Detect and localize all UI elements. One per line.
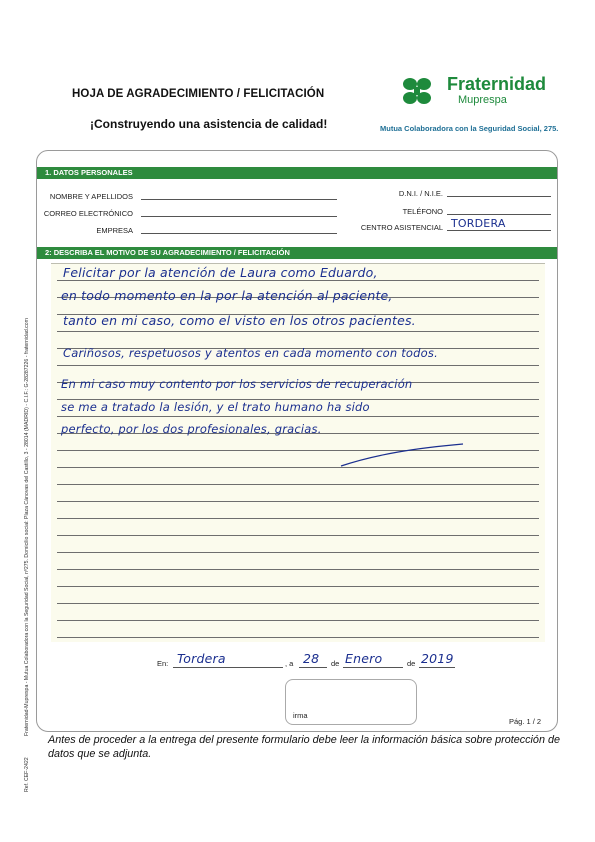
brand-tagline: Mutua Colaboradora con la Seguridad Social, 275. (380, 124, 559, 133)
month-value: Enero (345, 651, 383, 666)
message-line: en todo momento en la por la atención al paciente, (61, 288, 393, 303)
reference-code: Ref. CEF-2422 (24, 757, 30, 792)
lugar-field[interactable] (173, 667, 283, 668)
message-line: tanto en mi caso, como el visto en los otros pacientes. (63, 313, 416, 328)
firma-label: irma (293, 711, 308, 720)
day-value: 28 (303, 651, 320, 666)
year-value: 2019 (421, 651, 454, 666)
correo-field[interactable] (141, 216, 337, 217)
message-line: Cariñosos, respetuosos y atentos en cada momento con todos. (63, 346, 438, 360)
nombre-field[interactable] (141, 199, 337, 200)
en-label: En: (157, 659, 169, 668)
data-protection-notice: Antes de proceder a la entrega del presente formulario debe leer la información básica sobre protección de datos que se adjunta. (48, 734, 560, 760)
de-label: de (407, 659, 416, 668)
side-legal-text: Fraternidad-Muprespa - Mutua Colaboradora con la Seguridad Social, nº275. Domicilio social: Plaza Cánovas del Castillo, 3 - 28014 (MADRID) - C.I.F.: G-28287226 - fraternidad.com (24, 318, 30, 736)
centro-value: TORDERA (451, 217, 506, 230)
message-line: se me a tratado la lesión, y el trato humano ha sido (61, 400, 370, 414)
brand-name: Fraternidad (447, 74, 547, 94)
a-label: , a (285, 659, 294, 668)
month-field[interactable] (343, 667, 403, 668)
signature-flourish-icon (337, 440, 467, 470)
de-label: de (331, 659, 340, 668)
fraternidad-logo-icon (396, 74, 440, 108)
correo-label: CORREO ELECTRÓNICO (43, 209, 133, 218)
message-line: En mi caso muy contento por los servicios de recuperación (61, 377, 413, 391)
page-number: Pág. 1 / 2 (509, 717, 542, 726)
lugar-value: Tordera (177, 651, 226, 666)
telefono-label: TELÉFONO (402, 207, 443, 216)
year-field[interactable] (419, 667, 455, 668)
message-area[interactable] (51, 263, 545, 642)
form-box (36, 150, 558, 732)
brand-sub: Muprespa (458, 94, 507, 106)
dni-field[interactable] (447, 196, 551, 197)
dni-label: D.N.I. / N.I.E. (398, 189, 443, 198)
message-line: Felicitar por la atención de Laura como Eduardo, (63, 265, 378, 280)
telefono-field[interactable] (447, 214, 551, 215)
section1-heading: 1. DATOS PERSONALES (37, 167, 557, 179)
page-title: HOJA DE AGRADECIMIENTO / FELICITACIÓN (72, 88, 325, 100)
page-subtitle: ¡Construyendo una asistencia de calidad! (90, 117, 328, 131)
centro-label: CENTRO ASISTENCIAL (360, 223, 443, 232)
nombre-label: NOMBRE Y APELLIDOS (49, 192, 133, 201)
section2-heading: 2: DESCRIBA EL MOTIVO DE SU AGRADECIMIENTO / FELICITACIÓN (37, 247, 557, 259)
empresa-label: EMPRESA (96, 226, 133, 235)
day-field[interactable] (299, 667, 327, 668)
message-line: perfecto, por los dos profesionales, gracias. (61, 422, 322, 436)
empresa-field[interactable] (141, 233, 337, 234)
centro-field[interactable] (447, 230, 551, 231)
